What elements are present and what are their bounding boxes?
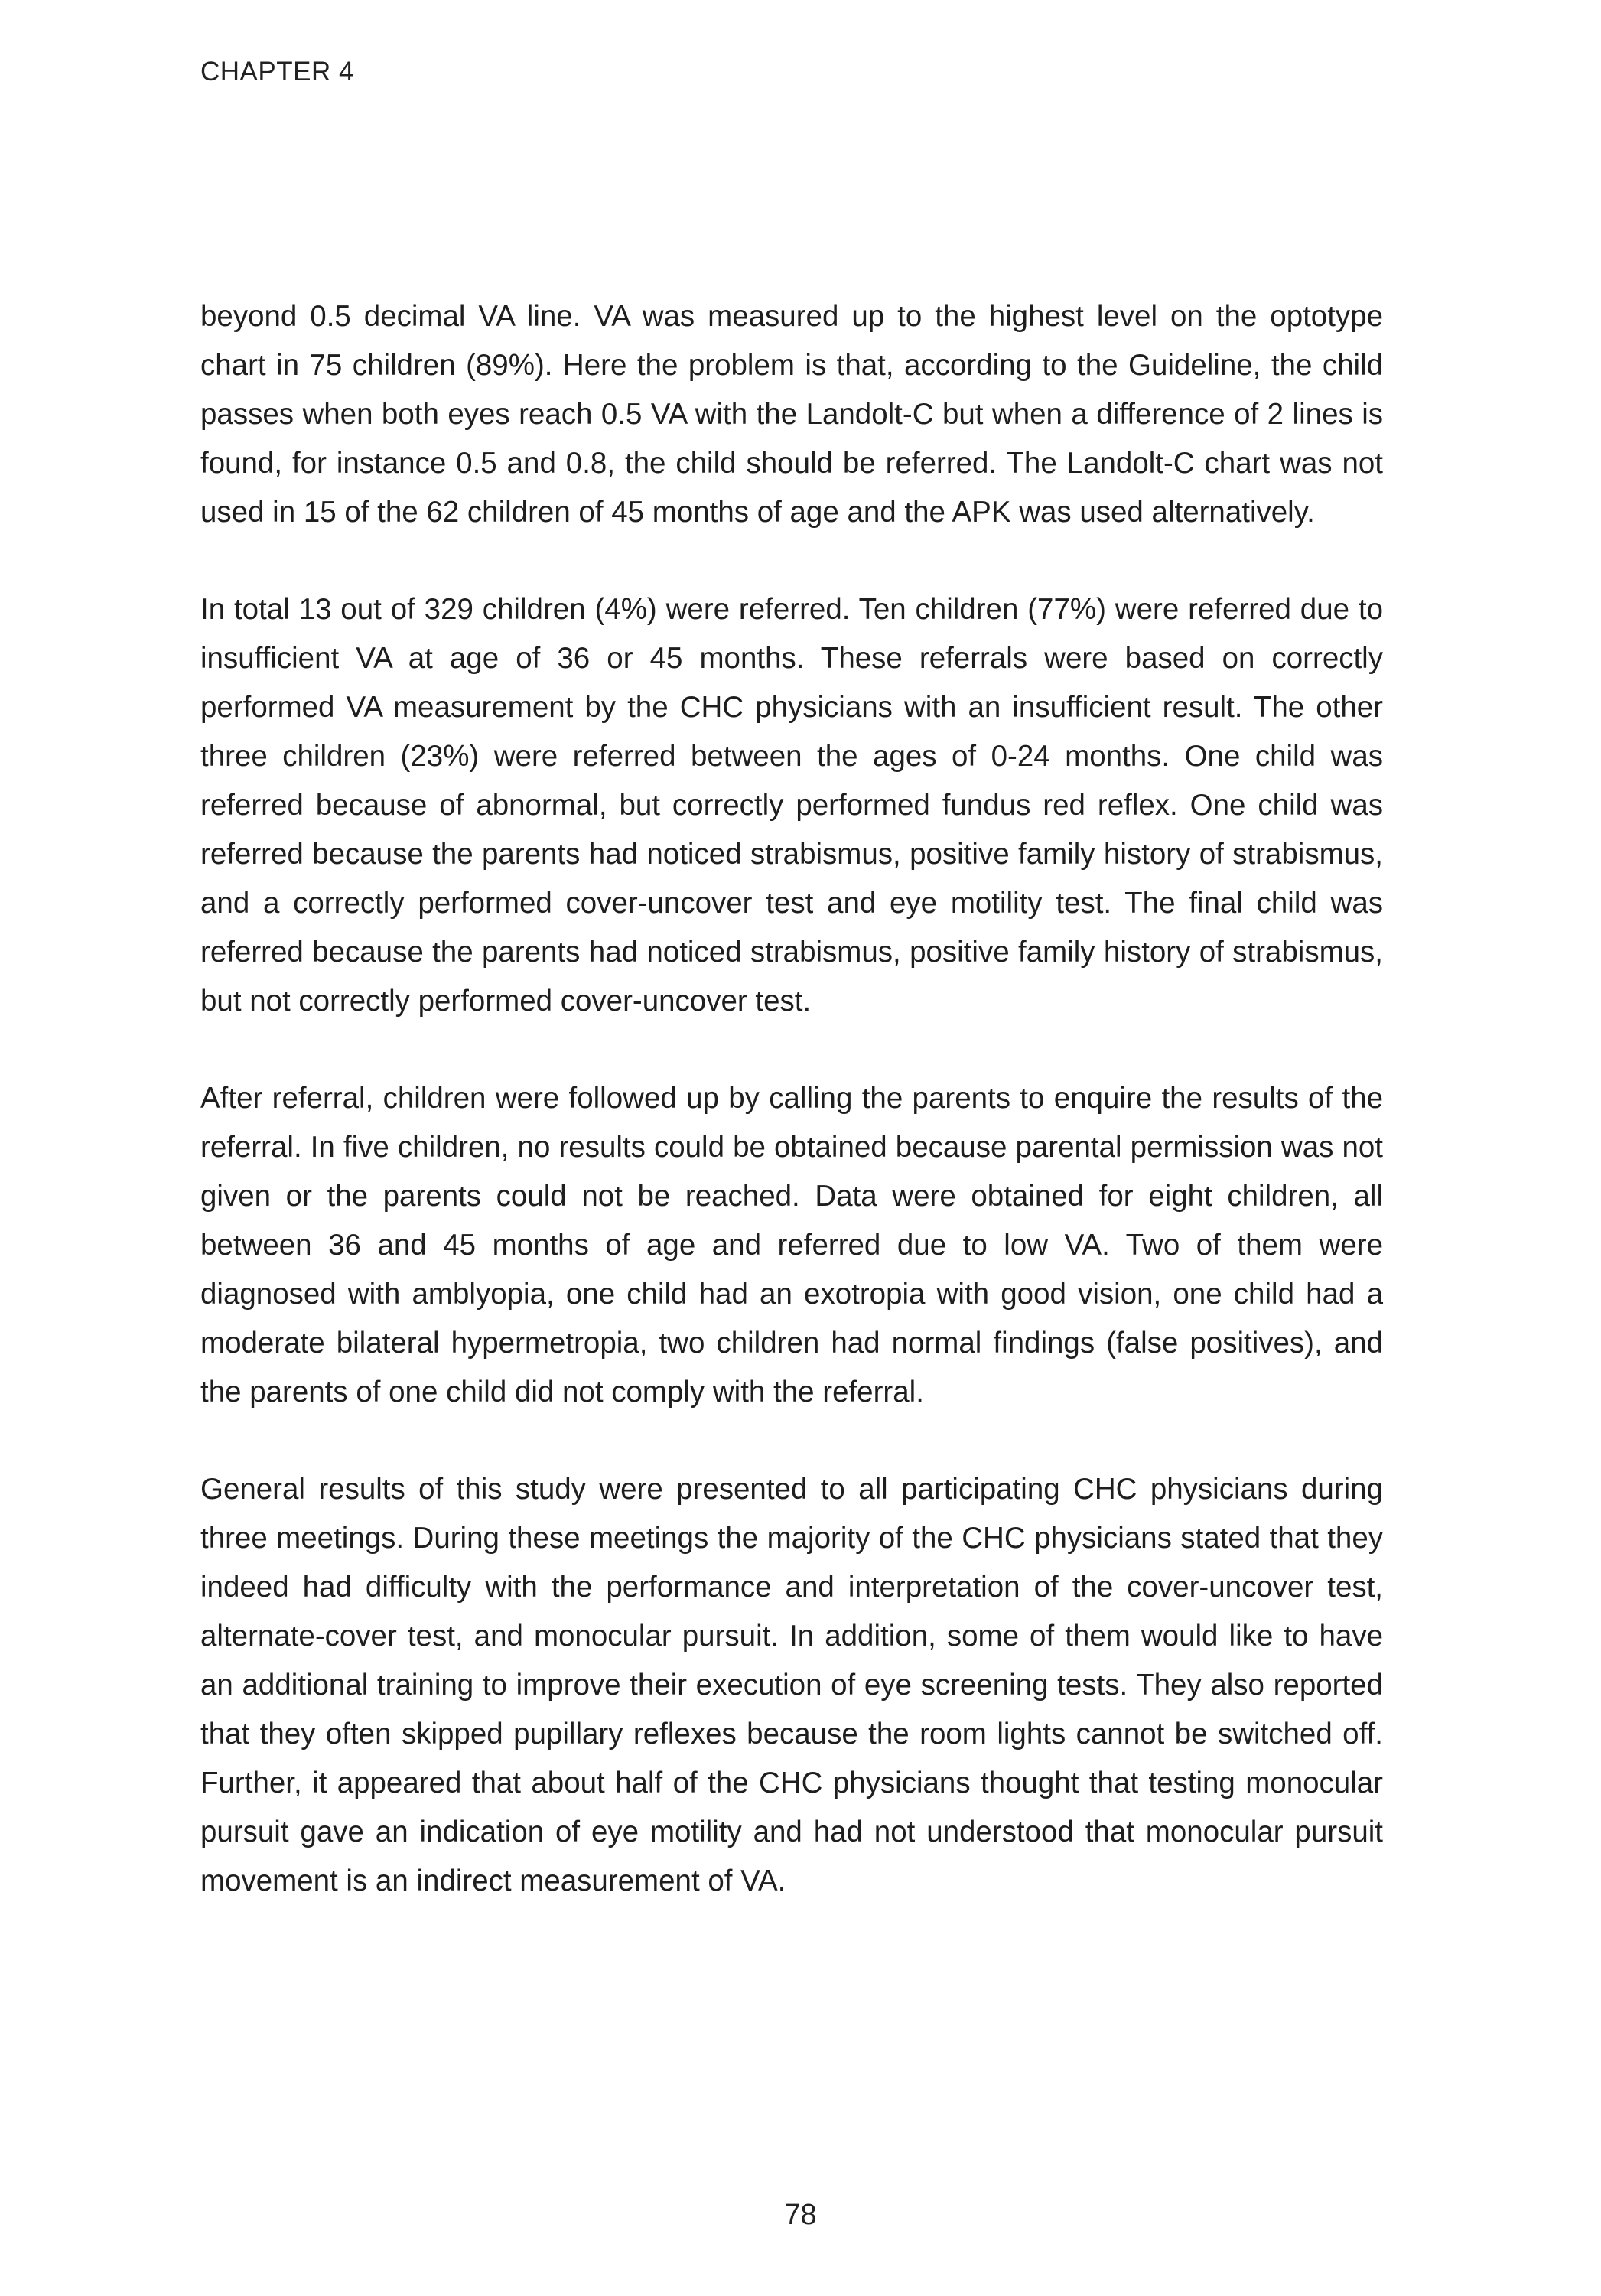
- paragraph: In total 13 out of 329 children (4%) were referred. Ten children (77%) were referred due to insufficient VA at age of 36 or 45 months. These referrals were based on correctly performed VA measurement by the CHC physicians with an insufficient result. The other three children (23%) were referred between the ages of 0-24 months. One child was referred because of abnormal, but correctly performed fundus red reflex. One child was referred because the parents had noticed strabismus, positive family history of strabismus, and a correctly performed cover-uncover test and eye motility test. The final child was referred because the parents had noticed strabismus, positive family history of strabismus, but not correctly performed cover-uncover test.: [200, 593, 1383, 1018]
- paragraph: After referral, children were followed up by calling the parents to enquire the results of the referral. In five children, no results could be obtained because parental permission was not given or the parents could not be reached. Data were obtained for eight children, all between 36 and 45 months of age and referred due to low VA. Two of them were diagnosed with amblyopia, one child had an exotropia with good vision, one child had a moderate bilateral hypermetropia, two children had normal findings (false positives), and the parents of one child did not comply with the referral.: [200, 1082, 1383, 1409]
- page-number: 78: [784, 2199, 817, 2231]
- body-text: [200, 292, 1383, 1954]
- paragraph: beyond 0.5 decimal VA line. VA was measured up to the highest level on the optotype chart in 75 children (89%). Here the problem is that, according to the Guideline, the child passes when both eyes reach 0.5 VA with the Landolt-C but when a difference of 2 lines is found, for instance 0.5 and 0.8, the child should be referred. The Landolt-C chart was not used in 15 of the 62 children of 45 months of age and the APK was used alternatively.: [200, 300, 1383, 529]
- paragraph: General results of this study were presented to all participating CHC physicians during three meetings. During these meetings the majority of the CHC physicians stated that they indeed had difficulty with the performance and interpretation of the cover-uncover test, alternate-cover test, and monocular pursuit. In addition, some of them would like to have an additional training to improve their execution of eye screening tests. They also reported that they often skipped pupillary reflexes because the room lights cannot be switched off. Further, it appeared that about half of the CHC physicians thought that testing monocular pursuit gave an indication of eye motility and had not understood that monocular pursuit movement is an indirect measurement of VA.: [200, 1473, 1383, 1897]
- running-header: CHAPTER 4: [200, 57, 354, 86]
